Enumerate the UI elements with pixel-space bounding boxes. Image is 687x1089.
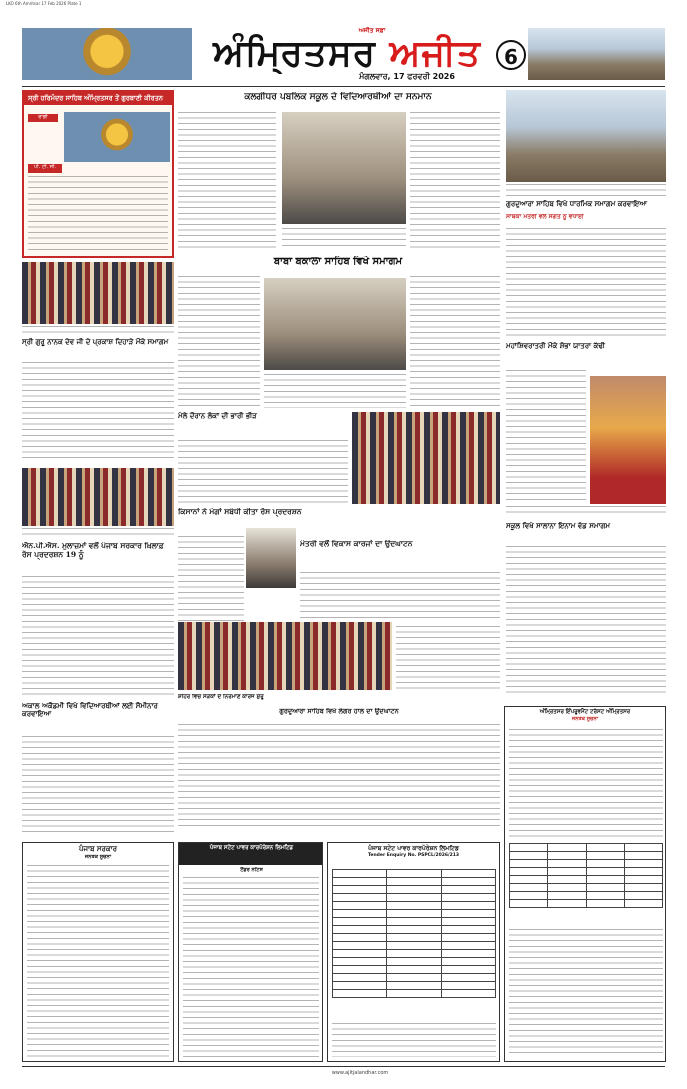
tender-table — [332, 869, 496, 998]
body-center-mid — [178, 440, 348, 504]
headline-top-center: ਕਲਗੀਧਰ ਪਬਲਿਕ ਸਕੂਲ ਦੇ ਵਿਦਿਆਰਥੀਆਂ ਦਾ ਸਨਮਾਨ — [244, 92, 432, 102]
ad-far-right-sub: ਜਨਤਕ ਸੂਚਨਾ — [572, 716, 598, 722]
ad-center-body — [183, 877, 319, 1057]
body-right-lower — [506, 546, 666, 696]
ad-far-right — [504, 706, 666, 1062]
headline-left-mid: ਸ੍ਰੀ ਗੁਰੂ ਨਾਨਕ ਦੇਵ ਜੀ ਦੇ ਪ੍ਰਕਾਸ਼ ਦਿਹਾੜੇ ਮੌਕੇ ਸਮਾਗਮ — [22, 338, 169, 346]
body-center-main-3 — [410, 276, 500, 408]
ad-right-title: ਪੰਜਾਬ ਸਟੇਟ ਪਾਵਰ ਕਾਰਪੋਰੇਸ਼ਨ ਲਿਮਟਿਡ — [368, 845, 459, 852]
body-center-main-1 — [178, 276, 260, 408]
headline-center-mid: ਮੇਲੇ ਦੌਰਾਨ ਲੋਕਾਂ ਦੀ ਭਾਰੀ ਭੀੜ — [178, 412, 257, 420]
ad-far-right-body — [509, 729, 663, 839]
ad-right-table — [332, 869, 496, 1019]
headline-right-lower: ਸਕੂਲ ਵਿਖੇ ਸਾਲਾਨਾ ਇਨਾਮ ਵੰਡ ਸਮਾਗਮ — [506, 522, 610, 530]
trust-table — [509, 843, 663, 908]
masthead-title — [197, 30, 497, 74]
ad-right-footer — [332, 1023, 496, 1057]
ad-center-title: ਪੰਜਾਬ ਸਟੇਟ ਪਾਵਰ ਕਾਰਪੋਰੇਸ਼ਨ ਲਿਮਟਿਡ — [179, 843, 323, 865]
kirtan-tag-ragi: ਰਾਗੀ — [28, 114, 58, 122]
body-top-center-2 — [410, 112, 500, 252]
caption-protest — [22, 528, 174, 538]
masthead — [22, 22, 665, 84]
kirtan-box-title: ਸ੍ਰੀ ਹਰਿਮੰਦਰ ਸਾਹਿਬ ਅੰਮ੍ਰਿਤਸਰ ਤੋਂ ਗੁਰਬਾਣੀ ਕੀਰਤਨ — [24, 92, 172, 105]
body-right-mid-1 — [506, 370, 586, 500]
notice-left-title: ਪੰਜਾਬ ਸਰਕਾਰ — [78, 845, 117, 853]
body-center-lower-2 — [300, 572, 500, 622]
notice-left-body — [27, 865, 169, 1057]
masthead-title-right: ਅਜੀਤ — [389, 32, 481, 74]
footer-text: www.ajitjalandhar.com — [331, 1070, 389, 1076]
headline-center-bottom: ਗੁਰਦੁਆਰਾ ਸਾਹਿਬ ਵਿਖੇ ਲੰਗਰ ਹਾਲ ਦਾ ਉਦਘਾਟਨ — [279, 708, 399, 715]
kirtan-schedule-text — [28, 176, 168, 254]
body-left-lower — [22, 576, 174, 696]
ad-far-right-table — [509, 843, 663, 923]
masthead-left-photo — [22, 28, 192, 80]
caption-students — [282, 228, 406, 250]
headline-right-top: ਗੁਰਦੁਆਰਾ ਸਾਹਿਬ ਵਿਖੇ ਧਾਰਮਿਕ ਸਮਾਗਮ ਕਰਵਾਇਆ — [506, 200, 647, 208]
golden-temple-photo — [64, 112, 170, 162]
body-right-top — [506, 228, 666, 338]
headline-center-sub: ਕਿਸਾਨਾਂ ਨੇ ਮੰਗਾਂ ਸਬੰਧੀ ਕੀਤਾ ਰੋਸ ਪ੍ਰਦਰਸ਼ਨ — [178, 508, 302, 516]
page-number: 6 — [496, 40, 526, 70]
body-left-bottom — [22, 736, 174, 836]
ad-far-right-footer — [509, 929, 663, 1057]
notice-left-sub: ਜਨਤਕ ਸੂਚਨਾ — [85, 854, 111, 860]
masthead-kicker: ਅਜੀਤ ਸਫ਼ਾ — [358, 27, 386, 34]
caption-procession — [506, 184, 666, 198]
footer-rule — [22, 1066, 665, 1067]
photo-inauguration — [178, 622, 392, 690]
headline-left-lower: ਐਨ.ਪੀ.ਐਸ. ਮੁਲਾਜ਼ਮਾਂ ਵਲੋਂ ਪੰਜਾਬ ਸਰਕਾਰ ਖ਼ਿਲਾਫ਼ ਰੋਸ ਪ੍ਰਦਰਸ਼ਨ 19 ਨੂੰ — [22, 542, 164, 559]
notice-left — [22, 842, 174, 1062]
ad-right-tender — [327, 842, 500, 1062]
photo-portrait — [246, 528, 296, 588]
body-left-mid — [22, 362, 174, 462]
headline-right-mid: ਮਹਾਂਸ਼ਿਵਰਾਤਰੀ ਮੌਕੇ ਸ਼ੋਭਾ ਯਾਤਰਾ ਕੱਢੀ — [506, 342, 605, 350]
body-center-lower-3 — [396, 626, 500, 690]
masthead-right-photo — [528, 28, 665, 80]
photo-mela — [352, 412, 500, 504]
ad-far-right-title: ਅੰਮ੍ਰਿਤਸਰ ਇੰਪਰੂਵਮੈਂਟ ਟਰੱਸਟ ਅੰਮ੍ਰਿਤਸਰ — [539, 709, 631, 715]
ad-right-ref: Tender Enquiry No. PSPCL/2026/213 — [367, 853, 460, 858]
photo-students — [282, 112, 406, 224]
print-slug: LKO 6th Amritsar 17 Feb 2026 Plate 1 — [6, 1, 82, 6]
photo-shivratri — [590, 376, 666, 504]
photo-gurpurab — [22, 262, 174, 324]
ad-center-line: ਟੈਂਡਰ ਨੋਟਿਸ — [240, 867, 263, 873]
headline-center-lower: ਮੰਤਰੀ ਵਲੋਂ ਵਿਕਾਸ ਕਾਰਜਾਂ ਦਾ ਉਦਘਾਟਨ — [300, 540, 413, 548]
body-center-main-2 — [264, 374, 406, 408]
kirtan-tag-ptc: ਪੀ. ਟੀ. ਸੀ. — [28, 164, 62, 173]
photo-samagam — [264, 278, 406, 370]
ad-center — [178, 842, 323, 1062]
photo-protest — [22, 468, 174, 526]
photo-procession — [506, 90, 666, 182]
headline-center-main: ਬਾਬਾ ਬਕਾਲਾ ਸਾਹਿਬ ਵਿਖੇ ਸਮਾਗਮ — [273, 256, 403, 267]
caption-gurpurab — [22, 326, 174, 336]
kicker-right-top: ਸਾਬਕਾ ਮੰਤਰੀ ਵਲੋਂ ਸੰਗਤ ਨੂੰ ਵਧਾਈ — [506, 214, 584, 220]
masthead-rule — [22, 86, 665, 87]
kirtan-box — [22, 90, 174, 258]
caption-shivratri — [506, 506, 666, 516]
headline-center-lower-sub: ਸ਼ਹਿਰ ਵਿਚ ਸੜਕਾਂ ਦੇ ਨਿਰਮਾਣ ਕਾਰਜ ਸ਼ੁਰੂ — [178, 694, 264, 700]
body-center-bottom — [178, 724, 500, 826]
body-top-center-1 — [178, 112, 276, 252]
dateline: ਮੰਗਲਵਾਰ, 17 ਫਰਵਰੀ 2026 — [359, 72, 455, 81]
headline-left-bottom: ਅਕਾਲ ਅਕੈਡਮੀ ਵਿਖੇ ਵਿਦਿਆਰਥੀਆਂ ਲਈ ਸੈਮੀਨਾਰ ਕਰਵਾਇਆ — [22, 702, 158, 719]
masthead-title-left: ਅੰਮ੍ਰਿਤਸਰ — [213, 32, 376, 74]
